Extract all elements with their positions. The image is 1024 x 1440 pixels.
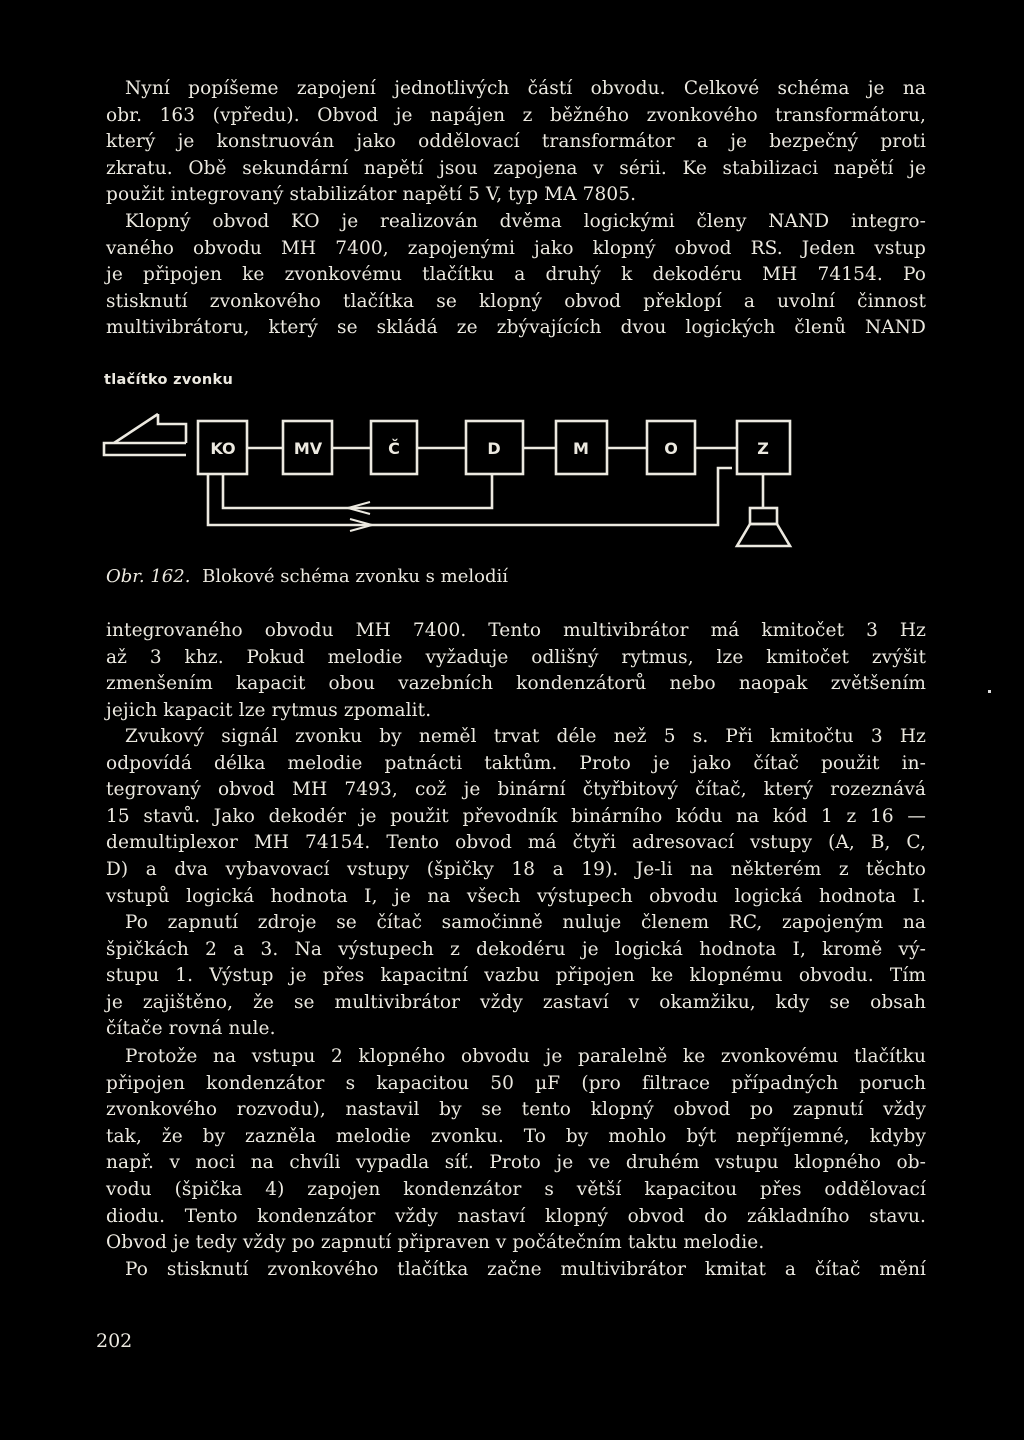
text-line: který je konstruován jako oddělovací transformátor a je bezpečný proti — [106, 131, 926, 153]
text-line: demultiplexor MH 74154. Tento obvod má čtyři adresovací vstupy (A, B, C, — [106, 832, 926, 854]
text-line: např. v noci na chvíli vypadla síť. Proto je ve druhém vstupu klopného ob- — [106, 1152, 926, 1174]
block-diagram — [100, 408, 800, 556]
block-label: O — [664, 439, 678, 458]
text-line: špičkách 2 a 3. Na výstupech z dekodéru je logická hodnota I, kromě vý- — [106, 938, 926, 960]
block-label: KO — [210, 439, 236, 458]
text-line: stupu 1. Výstup je přes kapacitní vazbu připojen ke klopnému obvodu. Tím — [106, 965, 926, 987]
block-label: M — [573, 439, 589, 458]
text-line: Zvukový signál zvonku by neměl trvat déle než 5 s. Při kmitočtu 3 Hz — [125, 726, 926, 747]
text-line: 15 stavů. Jako dekodér je použit převodník binárního kódu na kód 1 z 16 — — [106, 805, 926, 827]
text-line: použit integrovaný stabilizátor napětí 5 V, typ MA 7805. — [106, 184, 637, 206]
text-line: Po zapnutí zdroje se čítač samočinně nuluje členem RC, zapojeným na — [125, 912, 926, 933]
text-line: integrovaného obvodu MH 7400. Tento multivibrátor má kmitočet 3 Hz — [106, 620, 926, 641]
figure-caption — [106, 566, 508, 587]
text-line: Nyní popíšeme zapojení jednotlivých částí obvodu. Celkové schéma je na — [125, 78, 926, 99]
scan-speck — [988, 690, 991, 693]
text-line: diodu. Tento kondenzátor vždy nastaví klopný obvod do základního stavu. — [106, 1205, 926, 1227]
text-line: zvonkového rozvodu), nastavil by se tento klopný obvod po zapnutí vždy — [106, 1099, 926, 1121]
feedback-lines — [208, 468, 732, 531]
paragraph-5 — [106, 910, 926, 1043]
block-label: Č — [388, 439, 400, 458]
text-line: je připojen ke zvonkovému tlačítku a druhý k dekodéru MH 74154. Po — [106, 264, 926, 286]
text-line: vstupů logická hodnota I, je na všech výstupech obvodu logická hodnota I. — [106, 885, 926, 907]
text-line: tak, že by zazněla melodie zvonku. To by mohlo být nepříjemné, kdyby — [106, 1125, 926, 1147]
text-line: Po stisknutí zvonkového tlačítka začne multivibrátor kmitat a čítač mění — [125, 1259, 926, 1280]
block-label: D — [487, 439, 501, 458]
block-label: Z — [757, 439, 769, 458]
text-line: vodu (špička 4) zapojen kondenzátor s větší kapacitou přes oddělovací — [106, 1178, 926, 1200]
text-line: zmenšením kapacit obou vazebních kondenzátorů nebo naopak zvětšením — [106, 673, 926, 695]
doorbell-switch-icon — [104, 414, 186, 455]
loudspeaker-icon — [737, 474, 790, 546]
text-line: odpovídá délka melodie patnácti taktům. Proto je jako čítač použit in- — [106, 752, 926, 774]
text-line: čítače rovná nule. — [106, 1018, 276, 1040]
figure-caption-text: Blokové schéma zvonku s melodií — [202, 566, 508, 587]
text-line: tegrovaný obvod MH 7493, což je binární čtyřbitový čítač, který rozeznává — [106, 779, 926, 801]
text-line: je zajištěno, že se multivibrátor vždy zastaví v okamžiku, kdy se obsah — [106, 991, 926, 1013]
paragraph-3 — [106, 618, 926, 724]
text-line: vaného obvodu MH 7400, zapojenými jako klopný obvod RS. Jeden vstup — [106, 237, 926, 259]
page-number: 202 — [96, 1330, 133, 1352]
text-line: obr. 163 (vpředu). Obvod je napájen z běžného zvonkového transformátoru, — [106, 104, 926, 126]
figure-number: Obr. 162. — [106, 566, 191, 587]
doorbell-button-label: tlačítko zvonku — [104, 372, 234, 388]
paragraph-2 — [106, 209, 926, 342]
text-line: jejich kapacit lze rytmus zpomalit. — [106, 699, 432, 721]
paragraph-4 — [106, 724, 926, 910]
text-line: Protože na vstupu 2 klopného obvodu je paralelně ke zvonkovému tlačítku — [125, 1046, 926, 1067]
text-line: zkratu. Obě sekundární napětí jsou zapojena v sérii. Ke stabilizaci napětí je — [106, 157, 926, 179]
text-line: Obvod je tedy vždy po zapnutí připraven v počátečním taktu melodie. — [106, 1232, 765, 1254]
paragraph-7 — [106, 1257, 926, 1284]
paragraph-1 — [106, 76, 926, 209]
text-line: až 3 khz. Pokud melodie vyžaduje odlišný rytmus, lze kmitočet zvýšit — [106, 646, 926, 668]
text-line: připojen kondenzátor s kapacitou 50 µF (pro filtrace případných poruch — [106, 1072, 926, 1094]
text-line: D) a dva vybavovací vstupy (špičky 18 a 19). Je-li na některém z těchto — [106, 858, 926, 880]
block-label: MV — [293, 439, 323, 458]
text-line: multivibrátoru, který se skládá ze zbývajících dvou logických členů NAND — [106, 317, 926, 339]
paragraph-6 — [106, 1044, 926, 1257]
text-line: Klopný obvod KO je realizován dvěma logickými členy NAND integro- — [125, 211, 926, 232]
text-line: stisknutí zvonkového tlačítka se klopný obvod překlopí a uvolní činnost — [106, 290, 926, 312]
